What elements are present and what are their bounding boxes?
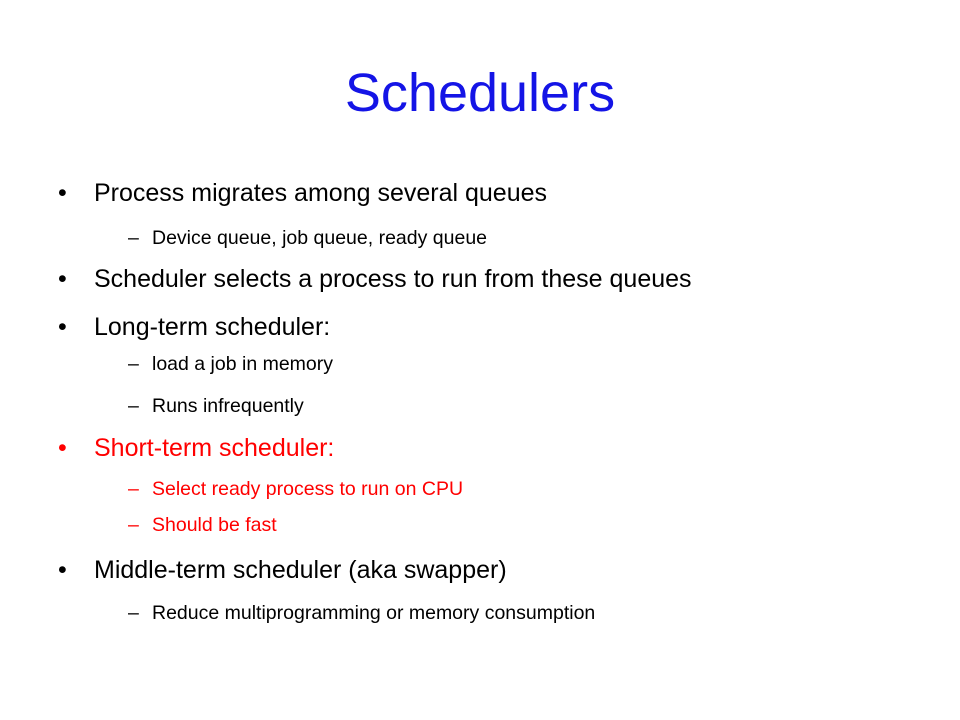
bullet-item-long-term	[58, 312, 330, 342]
bullet-marker: •	[58, 434, 67, 462]
dash-marker: –	[128, 514, 139, 536]
sub-item-should-be-fast	[128, 513, 277, 537]
bullet-item-scheduler-selects	[58, 264, 692, 294]
sub-item-load-job	[128, 352, 333, 376]
sub-item-text: Runs infrequently	[152, 395, 304, 417]
bullet-item-process-migrates	[58, 178, 547, 208]
sub-item-text: load a job in memory	[152, 353, 334, 375]
sub-item-select-ready	[128, 477, 463, 501]
bullet-text: Middle-term scheduler (aka swapper)	[94, 556, 507, 584]
bullet-text: Long-term scheduler:	[94, 313, 331, 341]
bullet-marker: •	[58, 556, 67, 584]
bullet-marker: •	[58, 265, 67, 293]
dash-marker: –	[128, 395, 139, 417]
dash-marker: –	[128, 602, 139, 624]
sub-item-text: Reduce multiprogramming or memory consumption	[152, 602, 596, 624]
bullet-text: Short-term scheduler:	[94, 434, 335, 462]
dash-marker: –	[128, 478, 139, 500]
sub-item-text: Should be fast	[152, 514, 277, 536]
dash-marker: –	[128, 227, 139, 249]
sub-item-text: Device queue, job queue, ready queue	[152, 227, 488, 249]
bullet-marker: •	[58, 179, 67, 207]
slide-title: Schedulers	[344, 63, 616, 123]
sub-item-runs-infrequently	[128, 394, 304, 418]
dash-marker: –	[128, 353, 139, 375]
bullet-marker: •	[58, 313, 67, 341]
bullet-text: Scheduler selects a process to run from these queues	[94, 265, 692, 293]
sub-item-device-queue	[128, 226, 487, 250]
sub-item-reduce-multiprogramming	[128, 601, 595, 625]
sub-item-text: Select ready process to run on CPU	[152, 478, 464, 500]
bullet-item-middle-term	[58, 555, 507, 585]
bullet-item-short-term	[58, 433, 334, 463]
bullet-text: Process migrates among several queues	[94, 179, 548, 207]
